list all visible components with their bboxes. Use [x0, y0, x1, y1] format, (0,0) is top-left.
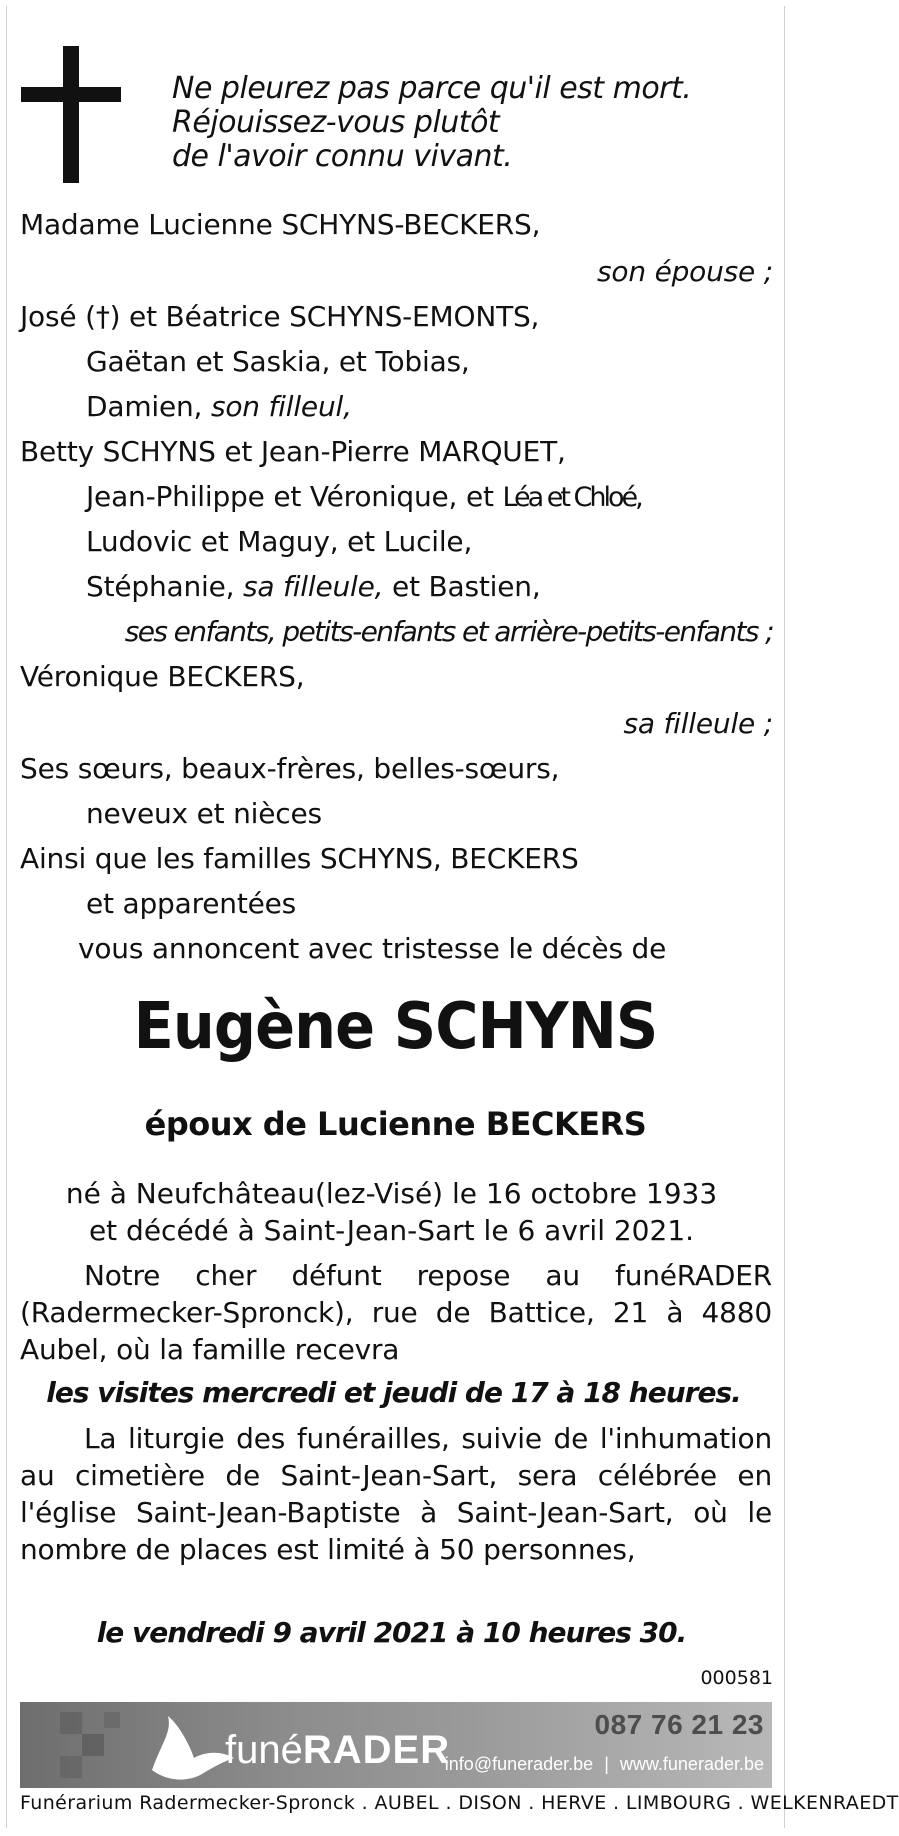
visits-line: les visites mercredi et jeudi de 17 à 18 heures.: [46, 1376, 741, 1409]
phone-number: 087 76 21 23: [594, 1709, 764, 1740]
family-line: neveux et nièces: [86, 797, 322, 830]
family-line: Betty SCHYNS et Jean-Pierre MARQUET,: [20, 435, 566, 468]
family-line: [86, 480, 641, 515]
brand-bold: RADER: [302, 1728, 451, 1772]
family-name: Léa et Chloé,: [502, 482, 641, 513]
brand-logo: [225, 1727, 450, 1773]
family-line: José (†) et Béatrice SCHYNS-EMONTS,: [20, 300, 540, 333]
family-name: Stéphanie,: [86, 570, 244, 603]
family-line: Ludovic et Maguy, et Lucile,: [86, 525, 473, 558]
family-role: sa filleule ;: [623, 707, 773, 740]
liturgy-paragraph: La liturgie des funérailles, suivie de l'inhumation au cimetière de Saint-Jean-Sart, sera célébrée en l'église Saint-Jean-Baptiste à Saint-Jean-Sart, où le nombre de places est limité à 50 personnes,: [20, 1422, 772, 1566]
deceased-name: Eugène SCHYNS: [133, 990, 658, 1064]
family-name: Damien,: [86, 390, 211, 423]
birth-line: né à Neufchâteau(lez-Visé) le 16 octobre 1933: [65, 1177, 718, 1210]
family-role: son filleul,: [210, 390, 352, 423]
quote-line: Réjouissez-vous plutôt: [172, 105, 500, 140]
announcement-line: vous annoncent avec tristesse le décès de: [78, 932, 667, 965]
family-line: Ainsi que les familles SCHYNS, BECKERS: [20, 842, 579, 875]
family-line: Madame Lucienne SCHYNS-BECKERS,: [20, 208, 541, 241]
family-line: [86, 390, 352, 424]
funeral-home-locations: Funérarium Radermecker-Spronck . AUBEL . DISON . HERVE . LIMBOURG . WELKENRAEDT: [20, 1792, 899, 1814]
family-line: Gaëtan et Saskia, et Tobias,: [86, 345, 470, 378]
family-role: son épouse ;: [597, 255, 773, 288]
reference-number: 000581: [700, 1667, 773, 1689]
epitaph-quote: [172, 72, 732, 174]
family-line: Véronique BECKERS,: [20, 660, 305, 693]
family-line: et apparentées: [86, 887, 297, 920]
separator: |: [604, 1754, 609, 1774]
ceremony-date: le vendredi 9 avril 2021 à 10 heures 30.: [96, 1616, 687, 1649]
quote-line: Ne pleurez pas parce qu'il est mort.: [172, 71, 692, 106]
contact-line: [445, 1752, 764, 1776]
family-role: ses enfants, petits-enfants et arrière-petits-enfants ;: [124, 615, 773, 648]
cross-icon: [21, 46, 121, 183]
death-line: et décédé à Saint-Jean-Sart le 6 avril 2021.: [88, 1214, 695, 1247]
quote-line: de l'avoir connu vivant.: [172, 139, 513, 174]
website-link[interactable]: www.funerader.be: [619, 1754, 764, 1774]
family-line: [86, 570, 541, 604]
family-role: sa filleule,: [243, 570, 384, 603]
family-name: et Bastien,: [383, 570, 541, 603]
repose-paragraph: Notre cher défunt repose au funéRADER (Radermecker-Spronck), rue de Battice, 21 à 4880 Aubel, où la famille recevra: [20, 1259, 772, 1366]
spouse-line: époux de Lucienne BECKERS: [144, 1105, 647, 1143]
family-name: Jean-Philippe et Véronique, et: [86, 480, 503, 513]
funeral-home-banner: [20, 1702, 772, 1788]
family-line: Ses sœurs, beaux-frères, belles-sœurs,: [20, 752, 560, 785]
brand-light: funé: [225, 1728, 303, 1772]
email-link[interactable]: info@funerader.be: [444, 1754, 594, 1774]
